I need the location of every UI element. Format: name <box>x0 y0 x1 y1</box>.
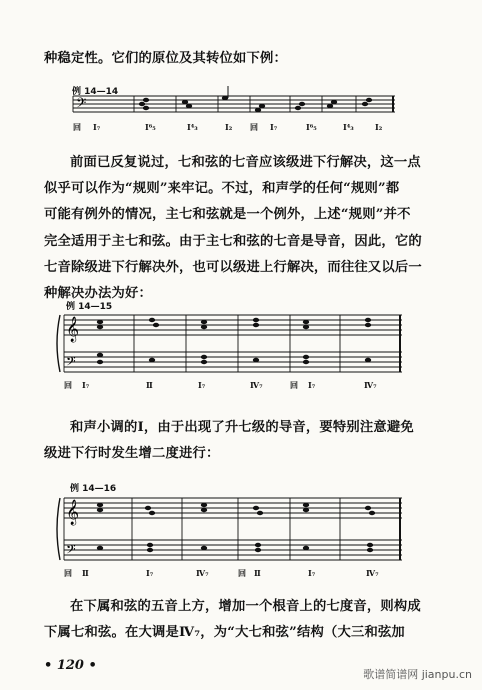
paragraph-3 <box>44 594 438 646</box>
treble-clef-icon: 𝄞 <box>66 500 80 525</box>
chord-label: Ⅰ⁴₃ <box>343 122 354 132</box>
brace-icon <box>57 498 60 560</box>
text-line: 级进下行时发生增二度进行： <box>44 446 220 462</box>
chord-label: Ⅰ₇ <box>93 122 101 132</box>
text-line: 可能有例外的情况，主七和弦就是一个例外，上述“规则”并不 <box>44 207 411 223</box>
example-label: 例 14—14 <box>72 87 119 97</box>
chord-label: Ⅱ <box>146 380 153 390</box>
chord-label: Ⅳ₇ <box>196 568 209 578</box>
chord-label: Ⅰ⁴₃ <box>187 122 198 132</box>
chord-label: Ⅰ₇ <box>308 568 316 578</box>
text-line: 和声小调的Ⅰ，由于出现了升七级的导音，要特别注意避免 <box>70 420 414 435</box>
example-label: 例 14—15 <box>66 302 113 312</box>
text-line: 似乎可以作为“规则”来牢记。不过，和声学的任何“规则”都 <box>44 181 400 197</box>
chord-label: Ⅰ₇ <box>308 380 316 390</box>
text-line: 完全适用于主七和弦。由于主七和弦的七音是导音，因此，它的 <box>44 233 422 249</box>
treble-clef-icon: 𝄞 <box>66 317 80 342</box>
chord-label: Ⅰ⁶₅ <box>145 122 156 132</box>
text-line: 下属七和弦。在大调是Ⅳ₇，为“大七和弦”结构（大三和弦加 <box>44 625 405 641</box>
watermark: 歌谱简谱网 jianpu.cn <box>363 668 472 681</box>
chord-label: Ⅳ₇ <box>364 380 377 390</box>
example-label: 例 14—16 <box>70 484 117 494</box>
chord-label: Ⅰ₇ <box>270 122 278 132</box>
chord-label: Ⅰ₇ <box>198 380 206 390</box>
chord-label: Ⅰ₇ <box>146 568 154 578</box>
text-line: 七音除级进下行解决外，也可以级进上行解决，而往往又以后一 <box>44 259 422 275</box>
text-line: 种稳定性。它们的原位及其转位如下例： <box>44 51 287 66</box>
chord-label: Ⅰ₇ <box>82 380 90 390</box>
chord-label: Ⅱ <box>82 568 89 578</box>
chord-label: Ⅳ₇ <box>366 568 379 578</box>
text-line: 种解决办法为好： <box>44 286 152 302</box>
marker: 回 <box>64 568 72 578</box>
marker: 回 <box>250 122 258 132</box>
page-number: • 120 • <box>44 658 97 673</box>
marker: 回 <box>64 380 72 390</box>
chord-label: Ⅳ₇ <box>250 380 263 390</box>
text-line: 前面已反复说过，七和弦的七音应该级进下行解决，这一点 <box>70 155 421 170</box>
text-line: 在下属和弦的五音上方，增加一个根音上的七度音，则构成 <box>70 599 421 614</box>
chord-label: Ⅰ⁶₅ <box>306 122 317 132</box>
marker: 回 <box>73 122 81 132</box>
bass-clef-icon: 𝄢 <box>66 542 76 560</box>
marker: 回 <box>238 568 246 578</box>
chord-label: Ⅱ <box>254 568 261 578</box>
marker: 回 <box>290 380 298 390</box>
chord-labels-14-16 <box>0 568 482 582</box>
chord-label: Ⅰ₂ <box>225 122 233 132</box>
chord-label: Ⅰ₂ <box>375 122 383 132</box>
bass-clef-icon: 𝄢 <box>76 95 87 114</box>
bass-clef-icon: 𝄢 <box>66 354 76 372</box>
